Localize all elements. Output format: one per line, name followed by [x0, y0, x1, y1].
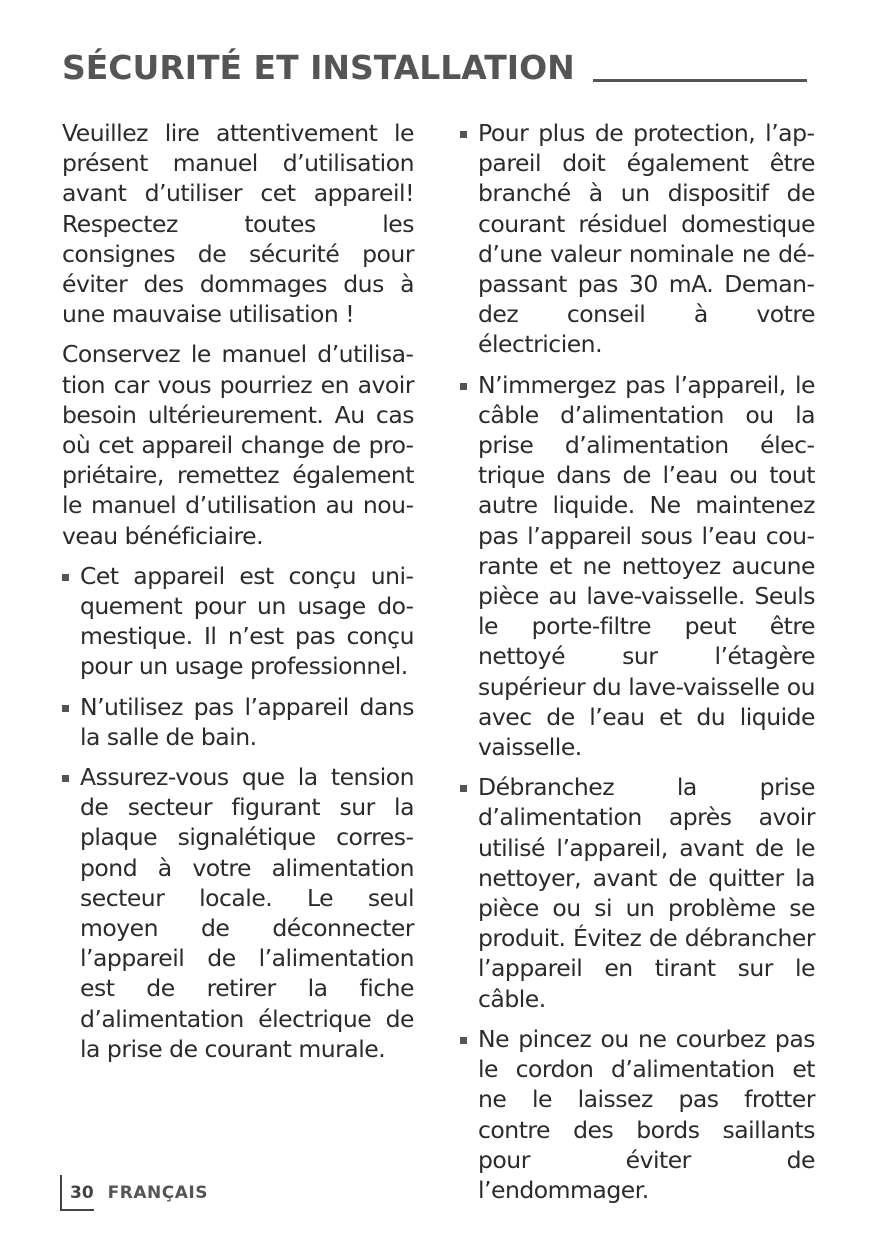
list-item-text: Assurez-vous que la tension de secteur figurant sur la plaque signalétique correspond à votre alimentation secteur locale. Le seul moyen de déconnecter l’appareil de l’alimentation est de retirer la fiche d’alimentation électrique de la prise de courant murale.	[80, 763, 414, 1063]
list-item	[62, 762, 414, 1064]
footer-bracket-horizontal	[60, 1209, 94, 1211]
list-item-text: Cet appareil est conçu uniquement pour un usage domestique. Il n’est pas conçu pour un usage professionnel.	[80, 561, 414, 681]
square-bullet-icon	[460, 1037, 467, 1044]
list-item-text: Pour plus de protection, l’appareil doit également être branché à un dispositif de courant résiduel domestique d’une valeur nominale ne dépassant pas 30 mA. Demandez conseil à votre électricien.	[478, 119, 815, 359]
list-item	[460, 1024, 815, 1205]
intro-paragraph-1: Veuillez lire attentivement le présent manuel d’utilisation avant d’utiliser cet appareil! Respectez toutes les consignes de sécurité pour éviter des dommages dus à une mauvaise utilisation !	[62, 119, 414, 329]
intro-paragraph-2: Conservez le manuel d’utilisation car vous pourriez en avoir besoin ultérieurement. Au cas où cet appareil change de propriétaire, remettez également le manuel d’utilisation au nouveau bénéficiaire.	[62, 340, 414, 550]
list-item-text: N’utilisez pas l’appareil dans la salle de bain.	[80, 692, 414, 751]
list-item	[62, 561, 414, 682]
right-column	[460, 118, 815, 1215]
footer-language: FRANÇAIS	[107, 1183, 208, 1203]
footer-bracket-vertical	[60, 1175, 62, 1211]
square-bullet-icon	[62, 775, 69, 782]
header-rule	[593, 79, 807, 82]
list-item-text: N’immergez pas l’appareil, le câble d’alimentation ou la prise d’alimentation électrique dans de l’eau ou tout autre liquide. Ne maintenez pas l’appareil sous l’eau courante et ne nettoyez aucune pièce au lave-vaisselle. Seuls le porte-filtre peut être nettoyé sur l’étagère supérieur du lave-vaisselle ou avec de l’eau et du liquide vaisselle.	[478, 370, 815, 762]
list-item-text: Débranchez la prise d’alimentation après avoir utilisé l’appareil, avant de le nettoyer, avant de quitter la pièce ou si un problème se produit. Évitez de débrancher l’appareil en tirant sur le câble.	[478, 773, 815, 1013]
square-bullet-icon	[62, 705, 69, 712]
square-bullet-icon	[460, 383, 467, 390]
page-footer	[60, 1175, 208, 1211]
page-number: 30	[70, 1183, 94, 1203]
square-bullet-icon	[62, 574, 69, 581]
square-bullet-icon	[460, 131, 467, 138]
left-column	[62, 118, 414, 1074]
list-item	[460, 370, 815, 763]
list-item	[460, 772, 815, 1014]
list-item	[460, 118, 815, 360]
square-bullet-icon	[460, 785, 467, 792]
page-title: SÉCURITÉ ET INSTALLATION	[62, 48, 575, 87]
page-header	[62, 40, 807, 90]
list-item	[62, 692, 414, 752]
list-item-text: Ne pincez ou ne courbez pas le cordon d’alimentation et ne le laissez pas frotter contre des bords saillants pour éviter de l’endommager.	[478, 1024, 815, 1204]
